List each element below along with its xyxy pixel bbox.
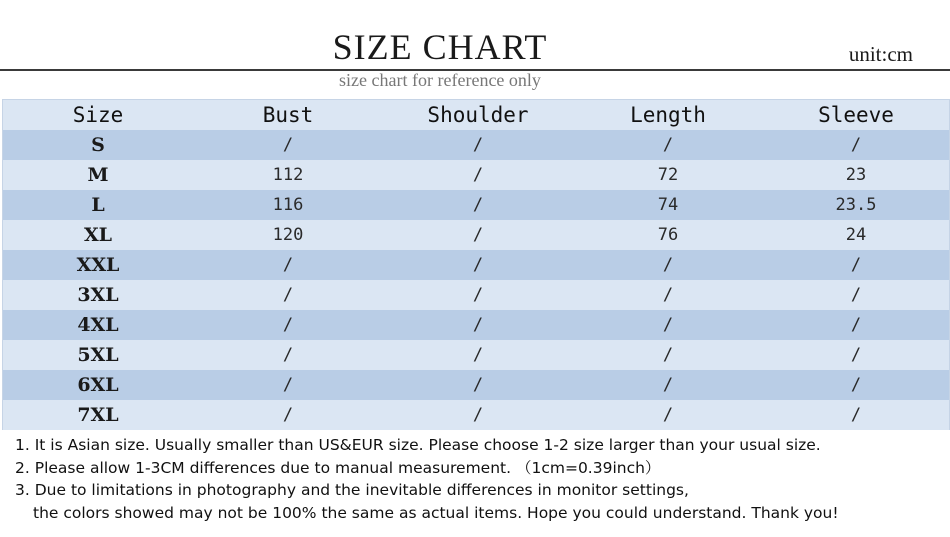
size-cell: S [91,134,105,156]
table-row [3,190,949,220]
bust-cell: / [282,345,294,365]
shoulder-cell: / [472,165,484,185]
table-row [3,250,949,280]
page-title: SIZE CHART [332,27,548,67]
size-cell: L [91,194,105,216]
size-cell: 5XL [77,344,119,366]
sleeve-cell: 24 [845,225,867,245]
table-row [3,370,949,400]
length-cell: / [662,315,674,335]
table-row [3,340,949,370]
shoulder-cell: / [472,345,484,365]
shoulder-cell: / [472,285,484,305]
column-header-bust: Bust [262,103,314,127]
column-header-size: Size [72,103,124,127]
sleeve-cell: / [850,405,862,425]
length-cell: / [662,405,674,425]
length-cell: 74 [657,195,679,215]
sleeve-cell: / [850,285,862,305]
shoulder-cell: / [472,255,484,275]
bust-cell: / [282,285,294,305]
sleeve-cell: / [850,375,862,395]
note-3: 3. Due to limitations in photography and the inevitable differences in monitor settings, [15,481,689,499]
column-header-shoulder: Shoulder [427,103,529,127]
table-row [3,280,949,310]
length-cell: / [662,255,674,275]
length-cell: / [662,135,674,155]
length-cell: / [662,345,674,365]
bust-cell: 116 [272,195,304,215]
bust-cell: / [282,255,294,275]
length-cell: 76 [657,225,679,245]
table-row [3,160,949,190]
size-cell: 7XL [77,404,119,426]
size-table [2,99,950,430]
table-row [3,220,949,250]
sleeve-cell: / [850,135,862,155]
column-header-length: Length [630,103,706,127]
bust-cell: / [282,135,294,155]
bust-cell: / [282,315,294,335]
shoulder-cell: / [472,135,484,155]
size-cell: XXL [76,254,120,276]
size-cell: XL [83,224,113,246]
table-header-row [3,100,949,130]
shoulder-cell: / [472,195,484,215]
shoulder-cell: / [472,225,484,245]
size-cell: 3XL [77,284,119,306]
size-cell: M [87,164,109,186]
note-1: 1. It is Asian size. Usually smaller than US&EUR size. Please choose 1-2 size larger than your usual size. [15,436,821,454]
bust-cell: 112 [272,165,304,185]
shoulder-cell: / [472,405,484,425]
size-cell: 4XL [77,314,119,336]
table-row [3,130,949,160]
bust-cell: / [282,405,294,425]
length-cell: / [662,375,674,395]
sleeve-cell: / [850,345,862,365]
sleeve-cell: 23 [845,165,867,185]
size-cell: 6XL [77,374,119,396]
sleeve-cell: 23.5 [835,195,877,215]
subtitle: size chart for reference only [339,70,541,90]
shoulder-cell: / [472,315,484,335]
length-cell: 72 [657,165,679,185]
note-3-continued: the colors showed may not be 100% the same as actual items. Hope you could understand. Thank you! [33,503,839,522]
bust-cell: / [282,375,294,395]
length-cell: / [662,285,674,305]
table-row [3,310,949,340]
shoulder-cell: / [472,375,484,395]
sleeve-cell: / [850,315,862,335]
column-header-sleeve: Sleeve [818,103,894,127]
note-2: 2. Please allow 1-3CM differences due to manual measurement. （1cm=0.39inch） [15,458,661,477]
sleeve-cell: / [850,255,862,275]
table-row [3,400,949,430]
bust-cell: 120 [272,225,304,245]
notes-section [15,434,839,524]
unit-label: unit:cm [848,42,913,66]
